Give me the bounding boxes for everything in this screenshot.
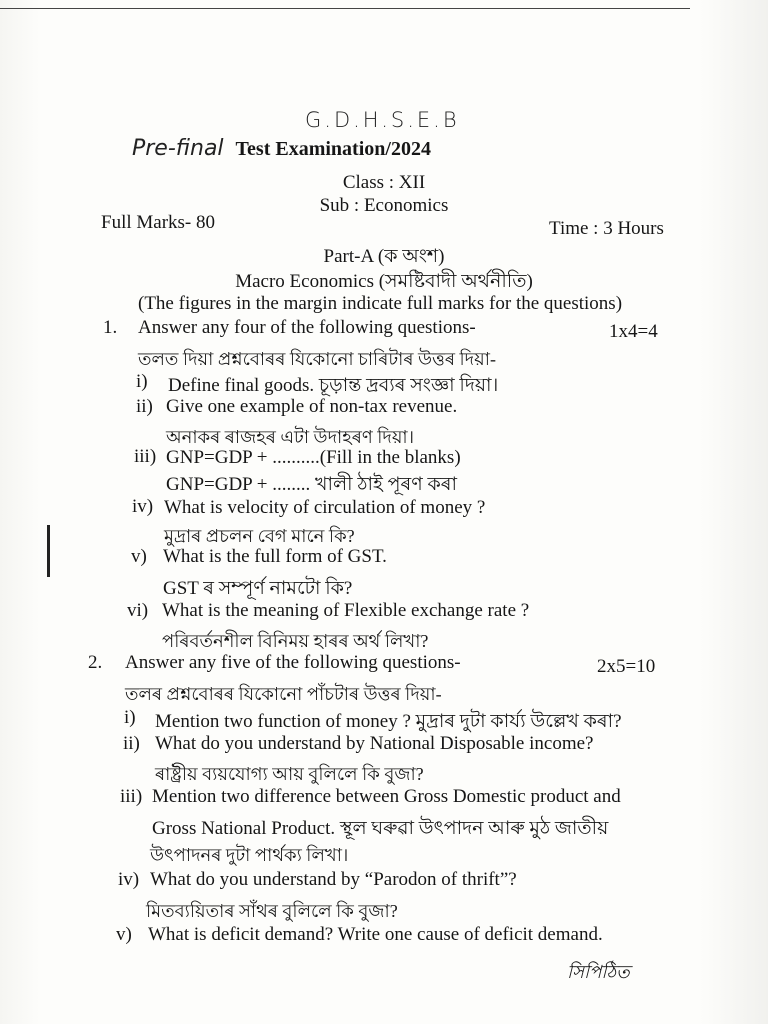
q2-item-text-as: মিতব্যয়িতাৰ সাঁথৰ বুলিলে কি বুজা? — [146, 901, 398, 921]
q2-item-number: ii) — [123, 733, 140, 754]
q1-item-number: ii) — [136, 396, 153, 417]
q1-item-number: v) — [131, 546, 147, 567]
top-rule — [0, 8, 690, 9]
board-handwritten: G.D.H.S.E.B — [305, 108, 460, 132]
q2-item-number: iii) — [120, 786, 143, 807]
q2-item-text: Gross National Product. স্থূল ঘৰুৱা উৎপাদন আৰু মুঠ জাতীয় — [152, 818, 609, 839]
q1-item-number: i) — [136, 371, 148, 392]
q2-item-text-as: উৎপাদনৰ দুটা পাৰ্থক্য লিখা। — [150, 845, 349, 865]
q2-item-text: What do you understand by National Disposable income? — [155, 733, 594, 754]
exam-title — [132, 136, 431, 161]
q2-item-number: iv) — [118, 869, 140, 890]
q2-item-text: Mention two difference between Gross Domestic product and — [152, 786, 621, 807]
q1-marks: 1x4=4 — [609, 321, 658, 342]
q1-item-text: Give one example of non-tax revenue. — [166, 396, 458, 417]
time-allowed: Time : 3 Hours — [549, 218, 664, 239]
q1-item-text: What is the full form of GST. — [163, 546, 387, 567]
q2-number: 2. — [88, 652, 103, 673]
q1-item-text-as: পৰিবৰ্তনশীল বিনিময় হাৰৰ অৰ্থ লিখা? — [162, 631, 429, 651]
margin-mark — [47, 525, 50, 577]
q1-item-number: iv) — [132, 496, 154, 517]
q1-number: 1. — [103, 317, 118, 338]
q2-item-number: i) — [124, 707, 136, 728]
q1-item-text: GNP=GDP + ..........(Fill in the blanks) — [166, 447, 461, 468]
title-printed: Test Examination/2024 — [235, 138, 431, 160]
continued-overleaf-note: সিপিঠিত — [567, 962, 630, 982]
q2-item-text-as: ৰাষ্ট্ৰীয় ব্যয়যোগ্য আয় বুলিলে কি বুজা? — [155, 764, 424, 784]
q1-item-text: What is velocity of circulation of money ? — [164, 497, 486, 518]
q1-item-text: Define final goods. চূড়ান্ত দ্ৰব্যৰ সংজ্ঞা দিয়া। — [168, 375, 499, 396]
q2-text-en: Answer any five of the following questions- — [125, 652, 461, 673]
title-handwritten: Pre-final — [132, 136, 224, 161]
q2-marks: 2x5=10 — [597, 656, 656, 677]
part-heading: Part-A (ক অংশ) — [323, 246, 445, 267]
q1-text-en: Answer any four of the following questions- — [138, 317, 476, 338]
marks-note: (The figures in the margin indicate full marks for the questions) — [138, 293, 623, 314]
q1-item-text-as: GNP=GDP + ........ খালী ঠাই পূৰণ কৰা — [166, 474, 457, 495]
q1-item-text-as: অনাকৰ ৰাজহৰ এটা উদাহৰণ দিয়া। — [166, 427, 415, 447]
q1-item-text-as: GST ৰ সম্পূৰ্ণ নামটো কি? — [163, 578, 353, 599]
q1-item-text-as: মুদ্ৰাৰ প্ৰচলন বেগ মানে কি? — [164, 526, 355, 546]
q2-item-text: What do you understand by “Parodon of thrift”? — [150, 869, 517, 890]
q2-item-text: What is deficit demand? Write one cause of deficit demand. — [148, 924, 603, 945]
full-marks: Full Marks- 80 — [101, 212, 215, 233]
q1-item-number: iii) — [134, 446, 157, 467]
section-heading: Macro Economics (সমষ্টিবাদী অৰ্থনীতি) — [235, 271, 533, 292]
q2-text-as: তলৰ প্ৰশ্নবোৰৰ যিকোনো পাঁচটাৰ উত্তৰ দিয়া- — [125, 684, 442, 704]
q1-item-text: What is the meaning of Flexible exchange rate ? — [162, 600, 530, 621]
q2-item-text: Mention two function of money ? মুদ্ৰাৰ দুটা কাৰ্য্য উল্লেখ কৰা? — [155, 711, 622, 732]
class-line: Class : XII — [342, 172, 426, 193]
subject-line: Sub : Economics — [319, 195, 449, 216]
q1-text-as: তলত দিয়া প্ৰশ্নবোৰৰ যিকোনো চাৰিটাৰ উত্তৰ দিয়া- — [138, 349, 496, 369]
q1-item-number: vi) — [127, 600, 149, 621]
q2-item-number: v) — [116, 924, 132, 945]
